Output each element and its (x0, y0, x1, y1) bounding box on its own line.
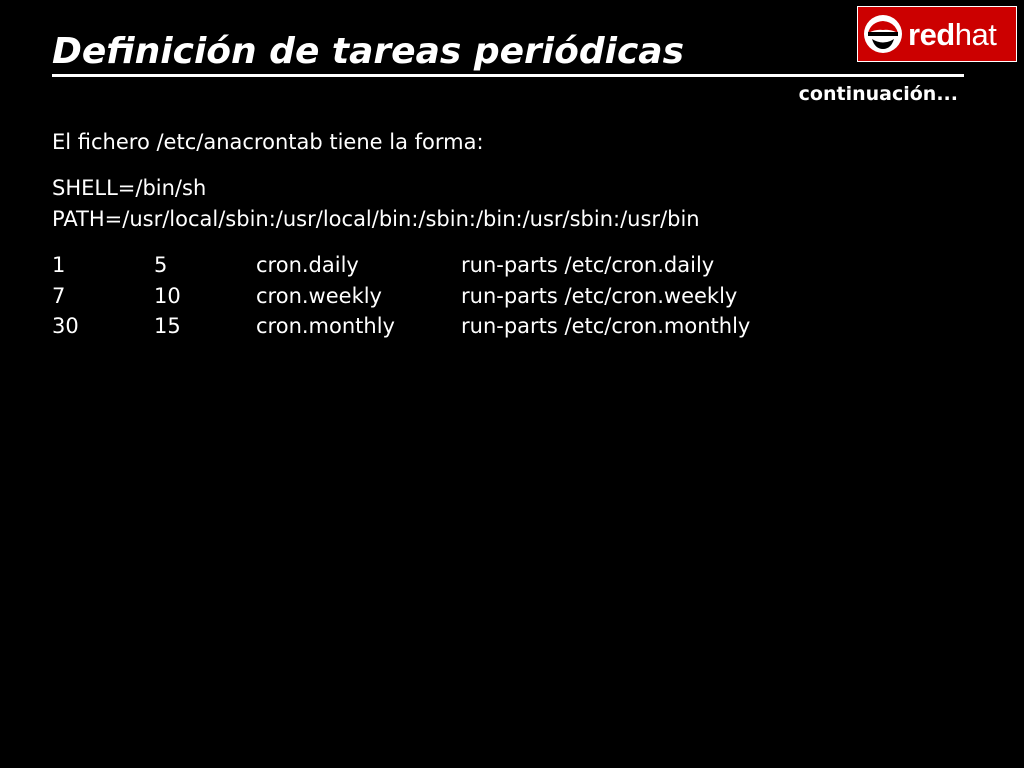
logo-wordmark-hat: hat (954, 16, 997, 52)
command-cell: run-parts /etc/cron.monthly (461, 314, 751, 338)
delay-cell: 10 (154, 283, 181, 308)
slide-title: Definición de tareas periódicas (52, 31, 685, 72)
logo-wordmark-red: red (908, 16, 955, 52)
env-block (52, 173, 700, 234)
period-cell: 30 (52, 314, 79, 338)
job-id-cell: cron.monthly (256, 314, 395, 338)
period-cell: 7 (52, 283, 66, 308)
command-cell: run-parts /etc/cron.weekly (461, 283, 738, 308)
env-line-shell: SHELL=/bin/sh (52, 176, 207, 200)
logo-wordmark (908, 16, 997, 52)
job-id-cell: cron.daily (256, 253, 359, 277)
delay-cell: 5 (154, 253, 168, 277)
redhat-logo (857, 6, 1017, 62)
command-cell: run-parts /etc/cron.daily (461, 253, 715, 277)
period-cell: 1 (52, 253, 66, 277)
env-line-path: PATH=/usr/local/sbin:/usr/local/bin:/sbin:/bin:/usr/sbin:/usr/bin (52, 206, 700, 231)
shadowman-icon (862, 13, 904, 55)
delay-cell: 15 (154, 314, 181, 338)
job-id-cell: cron.weekly (256, 283, 382, 308)
slide-subtitle: continuación... (798, 83, 958, 105)
title-underline (52, 74, 964, 77)
intro-text: El fichero /etc/anacrontab tiene la forma: (52, 130, 484, 154)
